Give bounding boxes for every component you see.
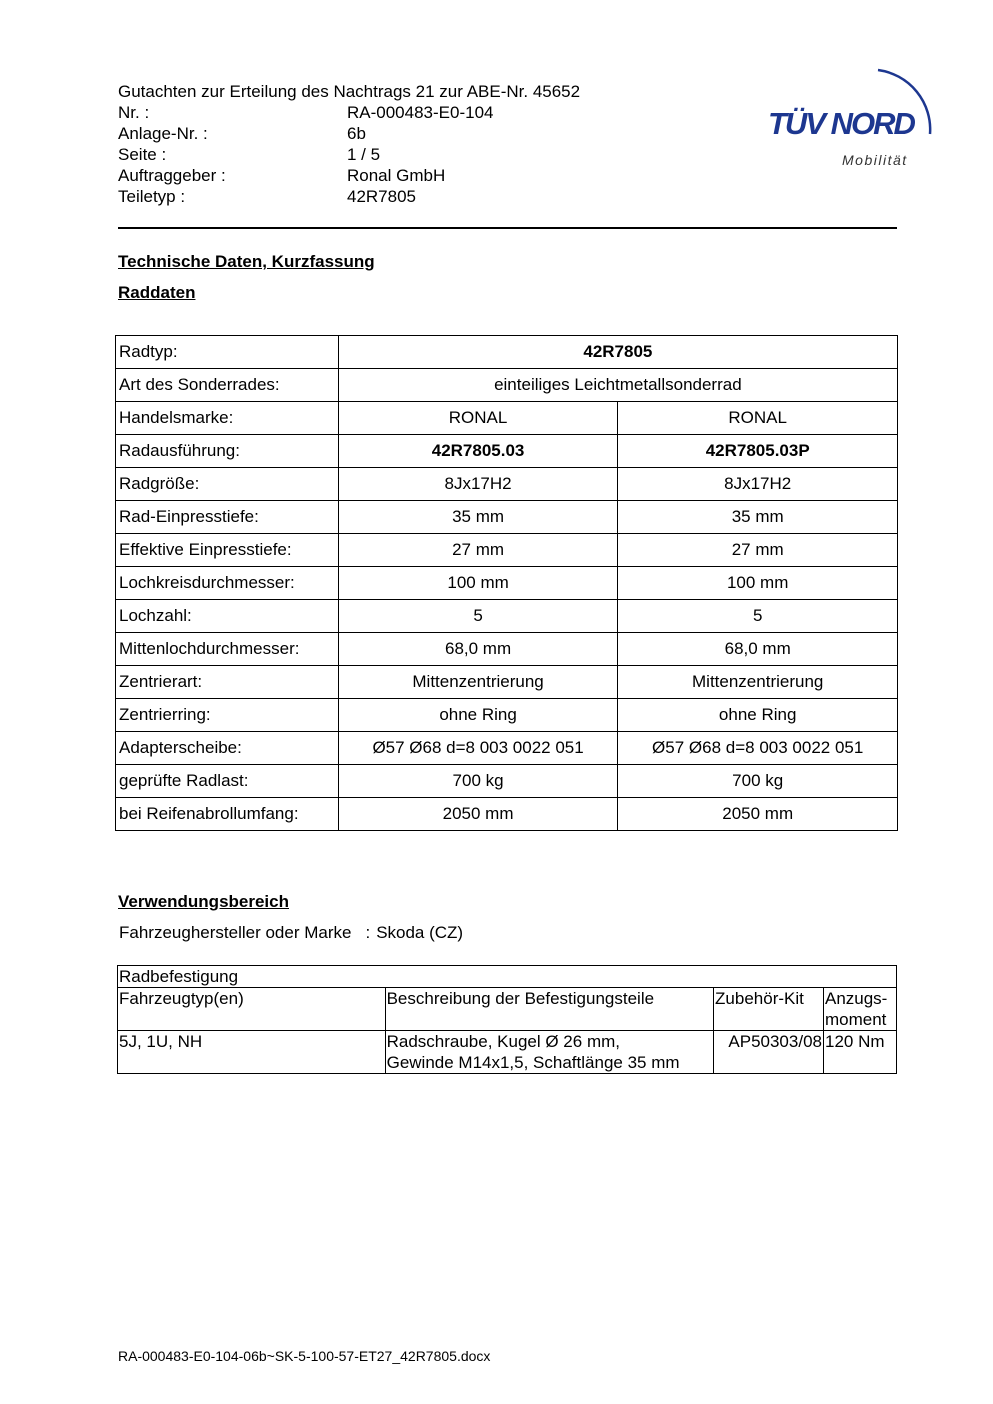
table-header-row bbox=[118, 988, 897, 1031]
table-row bbox=[116, 765, 898, 798]
value-variant-b: Ø57 Ø68 d=8 003 0022 051 bbox=[618, 732, 898, 765]
value-variant-a: Mittenzentrierung bbox=[338, 666, 618, 699]
value-variant-b: 700 kg bbox=[618, 765, 898, 798]
row-label: bei Reifenabrollumfang: bbox=[116, 798, 339, 831]
value-variant-a: 42R7805.03 bbox=[338, 435, 618, 468]
table-row bbox=[116, 468, 898, 501]
header-zubehoer-kit: Zubehör-Kit bbox=[714, 988, 824, 1031]
meta-row-anlage bbox=[118, 123, 493, 144]
value-variant-b: 8Jx17H2 bbox=[618, 468, 898, 501]
meta-label: Auftraggeber : bbox=[118, 166, 226, 185]
header-divider bbox=[118, 227, 897, 229]
table-row bbox=[116, 402, 898, 435]
value-variant-b: Mittenzentrierung bbox=[618, 666, 898, 699]
row-label: Zentrierart: bbox=[116, 666, 339, 699]
header-fahrzeugtyp: Fahrzeugtyp(en) bbox=[118, 988, 386, 1031]
header-beschreibung: Beschreibung der Befestigungsteile bbox=[385, 988, 713, 1031]
value-variant-a: 100 mm bbox=[338, 567, 618, 600]
row-label: Lochzahl: bbox=[116, 600, 339, 633]
radtyp-value: 42R7805 bbox=[338, 336, 897, 369]
row-label: Lochkreisdurchmesser: bbox=[116, 567, 339, 600]
logo-brand: TÜV NORD bbox=[768, 106, 914, 141]
table-row bbox=[116, 534, 898, 567]
row-label: Radausführung: bbox=[116, 435, 339, 468]
value-variant-a: ohne Ring bbox=[338, 699, 618, 732]
row-label: Radtyp: bbox=[116, 336, 339, 369]
table-row bbox=[116, 699, 898, 732]
row-label: Handelsmarke: bbox=[116, 402, 339, 435]
table-row bbox=[116, 336, 898, 369]
header-meta bbox=[118, 102, 493, 207]
row-label: geprüfte Radlast: bbox=[116, 765, 339, 798]
table-row bbox=[118, 966, 897, 988]
table-row bbox=[116, 435, 898, 468]
meta-label: Teiletyp : bbox=[118, 187, 186, 206]
table-row bbox=[116, 369, 898, 402]
meta-label: Anlage-Nr. : bbox=[118, 124, 208, 143]
value-variant-b: 42R7805.03P bbox=[618, 435, 898, 468]
value-variant-b: 2050 mm bbox=[618, 798, 898, 831]
section-title-raddaten: Raddaten bbox=[118, 283, 196, 302]
meta-label: Seite : bbox=[118, 145, 167, 164]
art-value: einteiliges Leichtmetallsonderrad bbox=[338, 369, 897, 402]
value-variant-a: Ø57 Ø68 d=8 003 0022 051 bbox=[338, 732, 618, 765]
value-variant-a: RONAL bbox=[338, 402, 618, 435]
usage-value: Skoda (CZ) bbox=[376, 923, 464, 942]
table-row bbox=[116, 501, 898, 534]
logo-tagline: Mobilität bbox=[842, 152, 908, 168]
table-row bbox=[116, 798, 898, 831]
row-label: Art des Sonderrades: bbox=[116, 369, 339, 402]
value-variant-b: 68,0 mm bbox=[618, 633, 898, 666]
table-row bbox=[116, 732, 898, 765]
meta-label: Nr. : bbox=[118, 103, 150, 122]
row-label: Adapterscheibe: bbox=[116, 732, 339, 765]
fastening-caption: Radbefestigung bbox=[118, 966, 897, 988]
tuev-nord-logo bbox=[760, 56, 945, 171]
table-row bbox=[118, 1031, 897, 1074]
section-title-verwendung: Verwendungsbereich bbox=[118, 892, 289, 911]
meta-value: Ronal GmbH bbox=[347, 166, 446, 185]
document-title: Gutachten zur Erteilung des Nachtrags 21 zur ABE-Nr. 45652 bbox=[118, 82, 581, 101]
meta-value: 6b bbox=[347, 124, 366, 143]
usage-separator: : bbox=[365, 923, 371, 942]
value-variant-b: ohne Ring bbox=[618, 699, 898, 732]
meta-row-seite bbox=[118, 144, 493, 165]
wheel-data-table bbox=[115, 335, 898, 831]
meta-value: 1 / 5 bbox=[347, 145, 381, 164]
cell-kit: AP50303/08 bbox=[714, 1031, 824, 1074]
value-variant-b: 5 bbox=[618, 600, 898, 633]
header-moment-line1: Anzugs- bbox=[824, 989, 888, 1008]
desc-line1: Radschraube, Kugel Ø 26 mm, bbox=[386, 1032, 620, 1051]
meta-value: 42R7805 bbox=[347, 187, 417, 206]
cell-torque: 120 Nm bbox=[823, 1031, 896, 1074]
usage-manufacturer bbox=[119, 923, 463, 943]
value-variant-a: 700 kg bbox=[338, 765, 618, 798]
value-variant-b: 35 mm bbox=[618, 501, 898, 534]
row-label: Mittenlochdurchmesser: bbox=[116, 633, 339, 666]
value-variant-b: 100 mm bbox=[618, 567, 898, 600]
meta-row-nr bbox=[118, 102, 493, 123]
meta-row-teiletyp bbox=[118, 186, 493, 207]
row-label: Radgröße: bbox=[116, 468, 339, 501]
meta-row-auftraggeber bbox=[118, 165, 493, 186]
section-title-tech: Technische Daten, Kurzfassung bbox=[118, 252, 375, 271]
header-moment-line2: moment bbox=[824, 1010, 887, 1029]
fastening-table bbox=[117, 965, 897, 1074]
row-label: Rad-Einpresstiefe: bbox=[116, 501, 339, 534]
table-row bbox=[116, 666, 898, 699]
meta-value: RA-000483-E0-104 bbox=[347, 103, 494, 122]
value-variant-a: 5 bbox=[338, 600, 618, 633]
cell-description bbox=[385, 1031, 713, 1074]
header-anzugsmoment bbox=[823, 988, 896, 1031]
row-label: Zentrierring: bbox=[116, 699, 339, 732]
cell-types: 5J, 1U, NH bbox=[118, 1031, 386, 1074]
footer-filename: RA-000483-E0-104-06b~SK-5-100-57-ET27_42R7805.docx bbox=[118, 1348, 491, 1364]
value-variant-a: 68,0 mm bbox=[338, 633, 618, 666]
row-label: Effektive Einpresstiefe: bbox=[116, 534, 339, 567]
value-variant-a: 27 mm bbox=[338, 534, 618, 567]
value-variant-a: 2050 mm bbox=[338, 798, 618, 831]
value-variant-a: 8Jx17H2 bbox=[338, 468, 618, 501]
desc-line2: Gewinde M14x1,5, Schaftlänge 35 mm bbox=[386, 1053, 680, 1072]
value-variant-b: 27 mm bbox=[618, 534, 898, 567]
usage-label: Fahrzeughersteller oder Marke bbox=[119, 923, 352, 942]
table-row bbox=[116, 633, 898, 666]
table-row bbox=[116, 567, 898, 600]
value-variant-a: 35 mm bbox=[338, 501, 618, 534]
value-variant-b: RONAL bbox=[618, 402, 898, 435]
table-row bbox=[116, 600, 898, 633]
